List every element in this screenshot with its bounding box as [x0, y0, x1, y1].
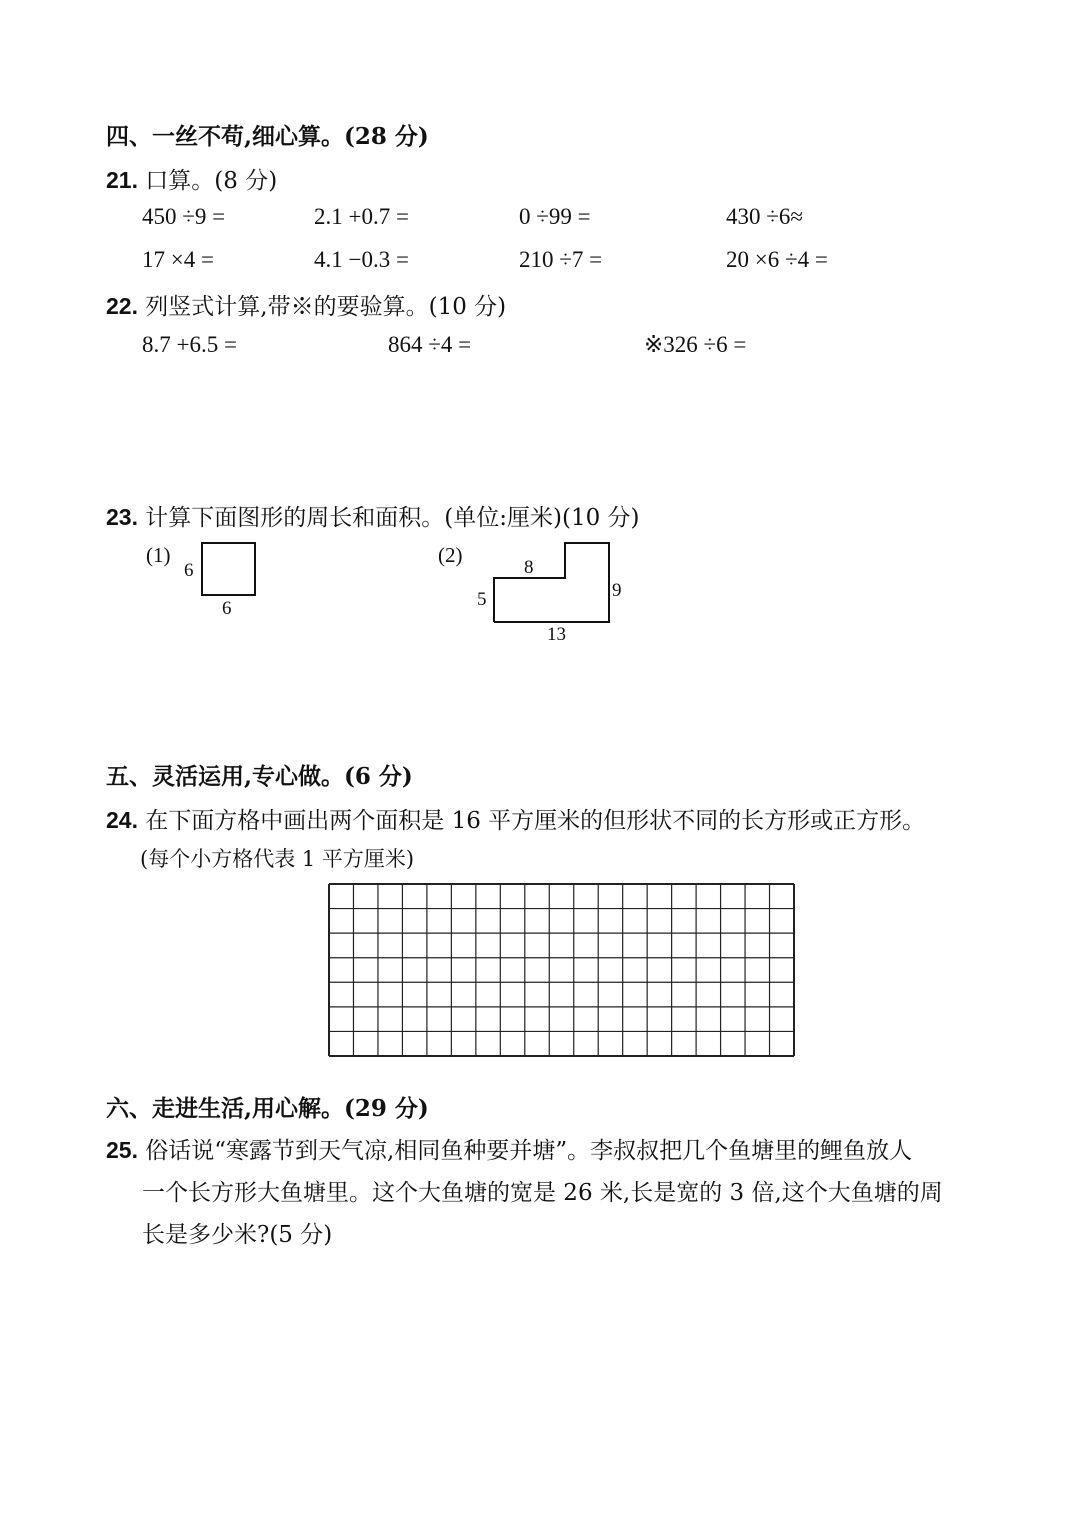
- question-number: 22.: [106, 293, 138, 319]
- figure-2-bottom-length: 13: [547, 624, 566, 645]
- question-text: 在下面方格中画出两个面积是 16 平方厘米的但形状不同的长方形或正方形。: [145, 808, 926, 834]
- oral-calc-8: 20 ×6 ÷4 =: [726, 247, 828, 272]
- question-text: 计算下面图形的周长和面积。(单位:厘米)(10 分): [145, 505, 640, 531]
- oral-calc-5: 17 ×4 =: [142, 247, 214, 272]
- question-number: 21.: [106, 167, 138, 193]
- figure-1-side-bottom: 6: [222, 598, 232, 619]
- question-number: 25.: [106, 1137, 138, 1163]
- figure-2-right-length: 9: [612, 580, 622, 601]
- question-text-line-1: 俗话说“寒露节到天气凉,相同鱼种要并塘”。李叔叔把几个鱼塘里的鲤鱼放人: [145, 1138, 913, 1164]
- figure-2-top-length: 8: [524, 557, 534, 578]
- figure-1-label: (1): [146, 543, 171, 567]
- oral-calc-2: 2.1 +0.7 =: [314, 204, 409, 229]
- question-number: 23.: [106, 504, 138, 530]
- section-5-title: 五、灵活运用,专心做。(6 分): [106, 763, 413, 790]
- question-number: 24.: [106, 807, 138, 833]
- question-text: 口算。(8 分): [145, 168, 278, 194]
- vertical-calc-2: 864 ÷4 =: [388, 332, 472, 357]
- oral-calc-7: 210 ÷7 =: [519, 247, 603, 272]
- figure-1-side-left: 6: [184, 560, 194, 581]
- question-25-line-3: 长是多少米?(5 分): [142, 1222, 333, 1248]
- question-25-line-2: 一个长方形大鱼塘里。这个大鱼塘的宽是 26 米,长是宽的 3 倍,这个大鱼塘的周: [142, 1180, 943, 1206]
- section-6-title: 六、走进生活,用心解。(29 分): [106, 1095, 429, 1122]
- question-24-note: (每个小方格代表 1 平方厘米): [140, 847, 415, 871]
- vertical-calc-3: ※326 ÷6 =: [644, 332, 747, 357]
- figure-2-label: (2): [438, 543, 463, 567]
- oral-calc-4: 430 ÷6≈: [726, 204, 803, 229]
- question-text: 列竖式计算,带※的要验算。(10 分): [145, 294, 507, 320]
- vertical-calc-1: 8.7 +6.5 =: [142, 332, 237, 357]
- section-4-title: 四、一丝不苟,细心算。(28 分): [106, 123, 429, 150]
- question-25: [106, 1132, 912, 1165]
- oral-calc-3: 0 ÷99 =: [519, 204, 591, 229]
- oral-calc-1: 450 ÷9 =: [142, 204, 226, 229]
- figure-2-left-length: 5: [477, 589, 487, 610]
- oral-calc-6: 4.1 −0.3 =: [314, 247, 409, 272]
